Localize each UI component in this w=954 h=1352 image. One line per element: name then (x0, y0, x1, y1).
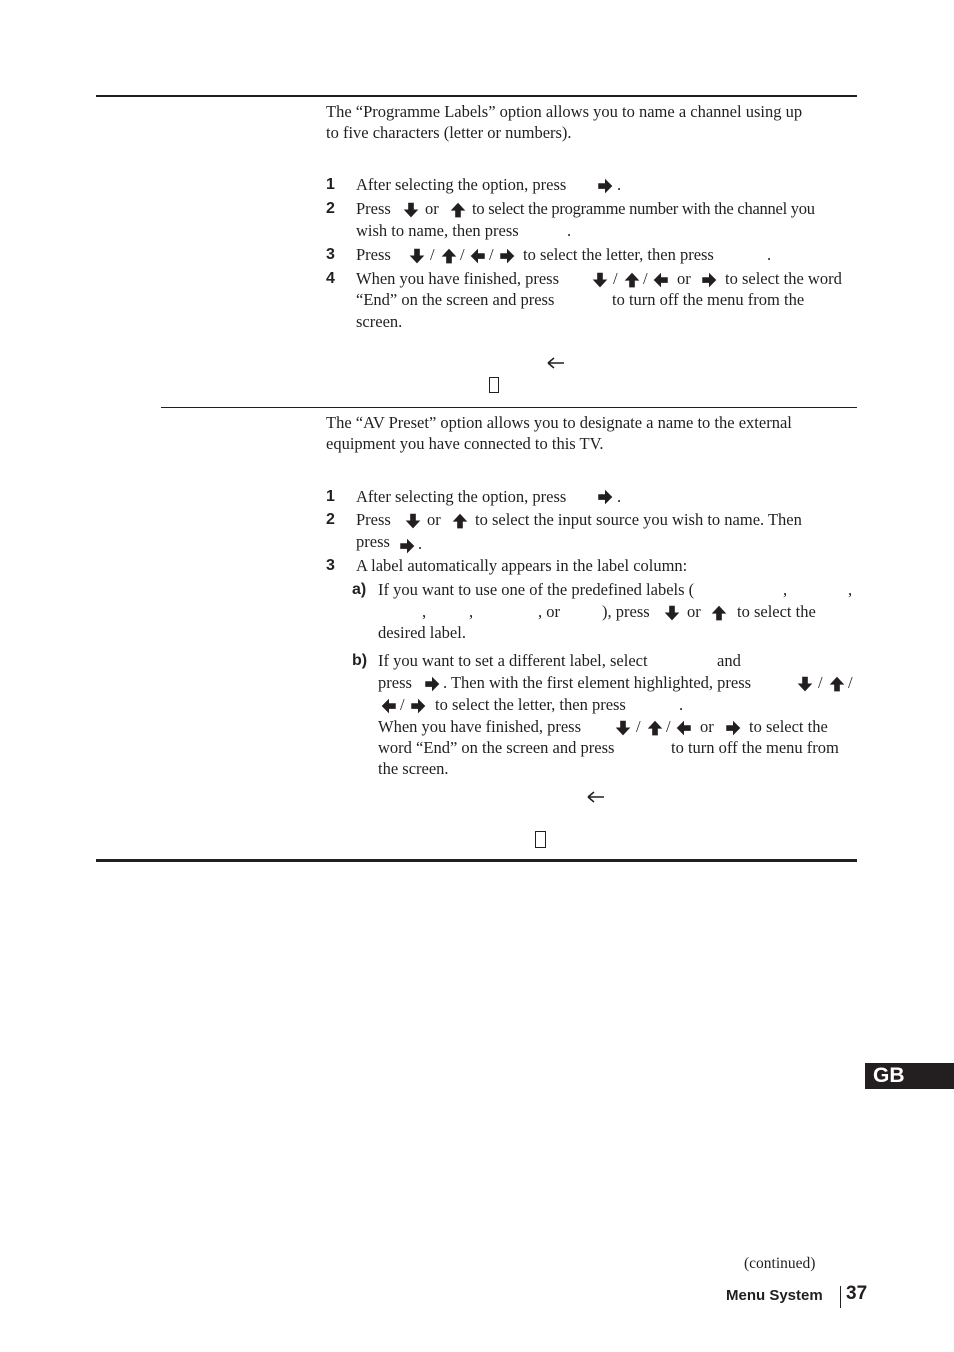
arrow-right-icon (596, 488, 614, 506)
or-text: or (677, 269, 691, 288)
step-text: . (617, 487, 622, 506)
arrow-left-icon (469, 247, 487, 265)
arrow-left-icon (652, 271, 670, 289)
arrow-down-icon (614, 719, 632, 737)
step-text: When you have finished, press (356, 269, 559, 288)
slash-separator: / (666, 717, 671, 736)
arrow-right-icon (596, 177, 614, 195)
arrow-down-icon (402, 201, 420, 219)
slash-separator: / (848, 673, 853, 692)
section-divider (161, 407, 857, 408)
sub-text: word “End” on the screen and press (378, 738, 615, 757)
footer-section-title: Menu System (726, 1287, 823, 1304)
arrow-down-icon (408, 247, 426, 265)
arrow-right-icon (724, 719, 742, 737)
sub-text: When you have finished, press (378, 717, 581, 736)
step-text: to turn off the menu from the (612, 290, 805, 309)
sub-text: , or (538, 602, 560, 621)
slash-separator: / (489, 245, 494, 264)
slash-separator: / (460, 245, 465, 264)
sub-text: . Then with the first element highlighted, press (443, 673, 752, 692)
sub-text: to select the (749, 717, 828, 736)
sub-text: the screen. (378, 759, 449, 778)
section1-intro-line1: The “Programme Labels” option allows you to name a channel using up (326, 102, 803, 121)
arrow-right-icon (700, 271, 718, 289)
sub-text: If you want to set a different label, select (378, 651, 648, 670)
section2-intro-line2: equipment you have connected to this TV. (326, 434, 604, 453)
step-number: 2 (326, 200, 335, 217)
arrow-up-icon (710, 604, 728, 622)
arrow-up-icon (451, 512, 469, 530)
step-text: to select the word (725, 269, 842, 288)
arrow-left-icon (675, 719, 693, 737)
step-text: “End” on the screen and press (356, 290, 555, 309)
sub-label: a) (352, 581, 367, 598)
sub-comma: , (783, 580, 788, 599)
step-text: screen. (356, 312, 403, 331)
slash-separator: / (636, 717, 641, 736)
sub-text: ), press (602, 602, 650, 621)
step-text: to select the letter, then press (523, 245, 714, 264)
arrow-right-icon (423, 675, 441, 693)
arrow-down-icon (663, 604, 681, 622)
step-number: 1 (326, 488, 335, 505)
and-text: and (717, 651, 741, 670)
arrow-right-icon (498, 247, 516, 265)
sub-text: to select the letter, then press (435, 695, 626, 714)
arrow-down-icon (796, 675, 814, 693)
slash-separator: / (430, 245, 435, 264)
arrow-up-icon (646, 719, 664, 737)
slash-separator: / (818, 673, 823, 692)
arrow-down-icon (591, 271, 609, 289)
sub-text: press (378, 673, 412, 692)
section1-intro-line2: to five characters (letter or numbers). (326, 123, 572, 142)
sub-text: to select the (737, 602, 816, 621)
footer-divider (840, 1286, 841, 1308)
step-text: After selecting the option, press (356, 487, 567, 506)
step-text: Press (356, 199, 391, 218)
step-text: A label automatically appears in the label column: (356, 556, 688, 575)
slash-separator: / (400, 695, 405, 714)
sub-text: . (679, 695, 684, 714)
step-text: to select the input source you wish to name. Then (475, 510, 802, 529)
sub-text: desired label. (378, 623, 466, 642)
section2-intro-line1: The “AV Preset” option allows you to designate a name to the external (326, 413, 792, 432)
or-text: or (425, 199, 439, 218)
sub-text: If you want to use one of the predefined labels ( (378, 580, 695, 599)
sub-label: b) (352, 652, 368, 669)
step-text: wish to name, then press (356, 221, 519, 240)
sub-comma: , (422, 602, 427, 621)
arrow-left-icon (380, 697, 398, 715)
arrow-up-icon (828, 675, 846, 693)
page-number: 37 (846, 1283, 868, 1304)
step-number: 2 (326, 511, 335, 528)
step-text: . (418, 534, 423, 553)
sub-comma: , (469, 602, 474, 621)
step-text: Press (356, 510, 391, 529)
language-tab: GB (865, 1063, 954, 1089)
bottom-rule (96, 859, 857, 862)
step-text: . (617, 175, 622, 194)
step-text: . (567, 221, 572, 240)
sub-comma: , (848, 580, 853, 599)
space-box-icon (489, 377, 499, 393)
or-text: or (687, 602, 701, 621)
arrow-up-icon (623, 271, 641, 289)
step-number: 4 (326, 270, 335, 287)
or-text: or (427, 510, 441, 529)
backspace-arrow-icon (546, 356, 566, 370)
step-number: 3 (326, 246, 335, 263)
arrow-right-icon (398, 537, 416, 555)
arrow-up-icon (449, 201, 467, 219)
slash-separator: / (643, 269, 648, 288)
step-text: press (356, 532, 390, 551)
arrow-right-icon (409, 697, 427, 715)
step-text: . (767, 245, 772, 264)
step-number: 3 (326, 557, 335, 574)
space-box-icon (535, 831, 546, 848)
arrow-up-icon (440, 247, 458, 265)
step-text: to select the programme number with the channel you (472, 199, 815, 218)
slash-separator: / (613, 269, 618, 288)
backspace-arrow-icon (586, 790, 606, 804)
step-number: 1 (326, 176, 335, 193)
sub-text: to turn off the menu from (671, 738, 839, 757)
or-text: or (700, 717, 714, 736)
top-rule (96, 95, 857, 97)
continued-note: (continued) (744, 1255, 816, 1272)
step-text: Press (356, 245, 391, 264)
arrow-down-icon (404, 512, 422, 530)
step-text: After selecting the option, press (356, 175, 567, 194)
